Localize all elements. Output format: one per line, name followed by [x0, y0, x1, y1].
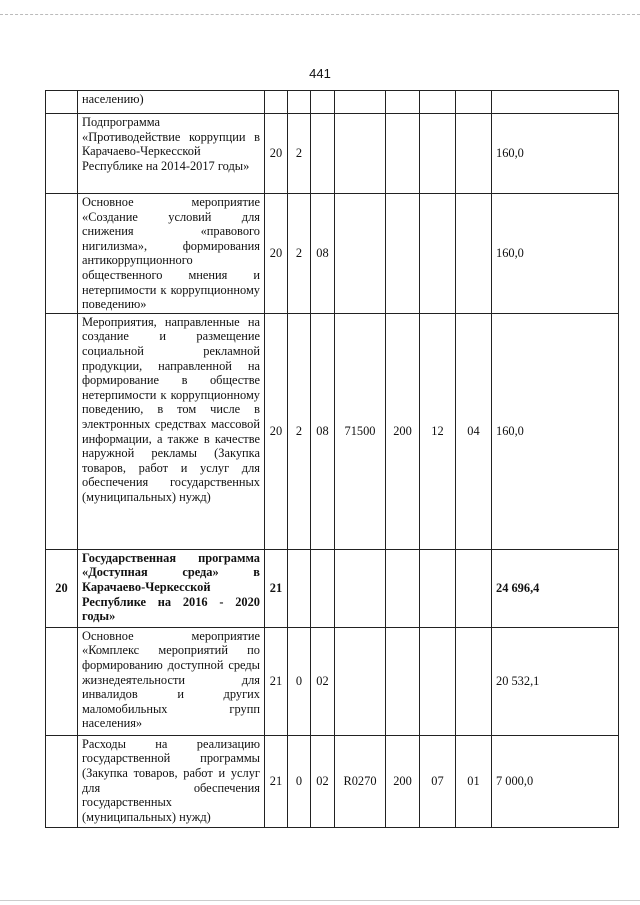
- scan-edge-line: [0, 14, 640, 15]
- amount-cell: 20 532,1: [492, 627, 619, 735]
- code-cell-c6: 07: [420, 735, 456, 827]
- code-cell-c7: [456, 627, 492, 735]
- code-cell-c5: [386, 91, 420, 114]
- code-cell-c5: [386, 114, 420, 194]
- code-cell-c1: 20: [265, 194, 288, 314]
- budget-table: [45, 90, 619, 828]
- code-cell-c3: [311, 114, 335, 194]
- row-number-cell: [46, 194, 78, 314]
- code-cell-c4: [335, 627, 386, 735]
- code-cell-c2: 2: [288, 114, 311, 194]
- code-cell-c6: [420, 627, 456, 735]
- code-cell-c6: [420, 114, 456, 194]
- code-cell-c1: 20: [265, 313, 288, 549]
- code-cell-c4: 71500: [335, 313, 386, 549]
- row-number-cell: 20: [46, 549, 78, 627]
- code-cell-c3: 08: [311, 194, 335, 314]
- code-cell-c7: 01: [456, 735, 492, 827]
- code-cell-c2: [288, 91, 311, 114]
- code-cell-c3: 02: [311, 735, 335, 827]
- code-cell-c5: [386, 549, 420, 627]
- code-cell-c4: [335, 194, 386, 314]
- description-cell: Основное мероприятие «Комплекс мероприятий по формированию доступной среды жизнедеятельности для инвалидов и других маломобильных групп населения»: [78, 627, 265, 735]
- code-cell-c4: [335, 114, 386, 194]
- code-cell-c5: [386, 194, 420, 314]
- code-cell-c3: [311, 91, 335, 114]
- code-cell-c4: [335, 549, 386, 627]
- row-number-cell: [46, 114, 78, 194]
- amount-cell: 160,0: [492, 313, 619, 549]
- table-row: [46, 313, 619, 549]
- table-row: [46, 549, 619, 627]
- row-number-cell: [46, 313, 78, 549]
- description-cell: Мероприятия, направленные на создание и размещение социальной рекламной продукции, направленной на формирование в обществе нетерпимости к коррупционному поведению, в том числе в электронных средствах массовой информации, а также в качестве наружной рекламы (Закупка товаров, работ и услуг для обеспечения государственных (муниципальных) нужд): [78, 313, 265, 549]
- code-cell-c2: 0: [288, 627, 311, 735]
- row-number-cell: [46, 91, 78, 114]
- scan-bottom-line: [0, 900, 640, 901]
- code-cell-c7: [456, 194, 492, 314]
- code-cell-c1: [265, 91, 288, 114]
- table-row: [46, 114, 619, 194]
- table-row: [46, 735, 619, 827]
- code-cell-c7: 04: [456, 313, 492, 549]
- code-cell-c6: [420, 549, 456, 627]
- amount-cell: 160,0: [492, 114, 619, 194]
- code-cell-c1: 21: [265, 735, 288, 827]
- amount-cell: 24 696,4: [492, 549, 619, 627]
- table-row: [46, 627, 619, 735]
- code-cell-c5: 200: [386, 735, 420, 827]
- code-cell-c1: 21: [265, 627, 288, 735]
- amount-cell: [492, 91, 619, 114]
- code-cell-c4: R0270: [335, 735, 386, 827]
- code-cell-c3: [311, 549, 335, 627]
- code-cell-c5: [386, 627, 420, 735]
- description-cell: Расходы на реализацию государственной программы (Закупка товаров, работ и услуг для обеспечения государственных (муниципальных) нужд): [78, 735, 265, 827]
- page-number: 441: [309, 66, 331, 81]
- table-row: [46, 91, 619, 114]
- code-cell-c2: 2: [288, 313, 311, 549]
- amount-cell: 7 000,0: [492, 735, 619, 827]
- code-cell-c6: [420, 91, 456, 114]
- code-cell-c6: [420, 194, 456, 314]
- code-cell-c1: 20: [265, 114, 288, 194]
- code-cell-c6: 12: [420, 313, 456, 549]
- code-cell-c3: 02: [311, 627, 335, 735]
- description-cell: Государственная программа «Доступная среда» в Карачаево-Черкесской Республике на 2016 - 2020 годы»: [78, 549, 265, 627]
- amount-cell: 160,0: [492, 194, 619, 314]
- description-cell: Подпрограмма «Противодействие коррупции в Карачаево-Черкесской Республике на 2014-2017 годы»: [78, 114, 265, 194]
- code-cell-c5: 200: [386, 313, 420, 549]
- code-cell-c7: [456, 114, 492, 194]
- code-cell-c2: 2: [288, 194, 311, 314]
- row-number-cell: [46, 627, 78, 735]
- table-row: [46, 194, 619, 314]
- description-cell: населению): [78, 91, 265, 114]
- code-cell-c1: 21: [265, 549, 288, 627]
- row-number-cell: [46, 735, 78, 827]
- code-cell-c4: [335, 91, 386, 114]
- code-cell-c2: 0: [288, 735, 311, 827]
- code-cell-c2: [288, 549, 311, 627]
- code-cell-c7: [456, 549, 492, 627]
- description-cell: Основное мероприятие «Создание условий для снижения «правового нигилизма», формирования антикоррупционного общественного мнения и нетерпимости к коррупционному поведению»: [78, 194, 265, 314]
- code-cell-c7: [456, 91, 492, 114]
- code-cell-c3: 08: [311, 313, 335, 549]
